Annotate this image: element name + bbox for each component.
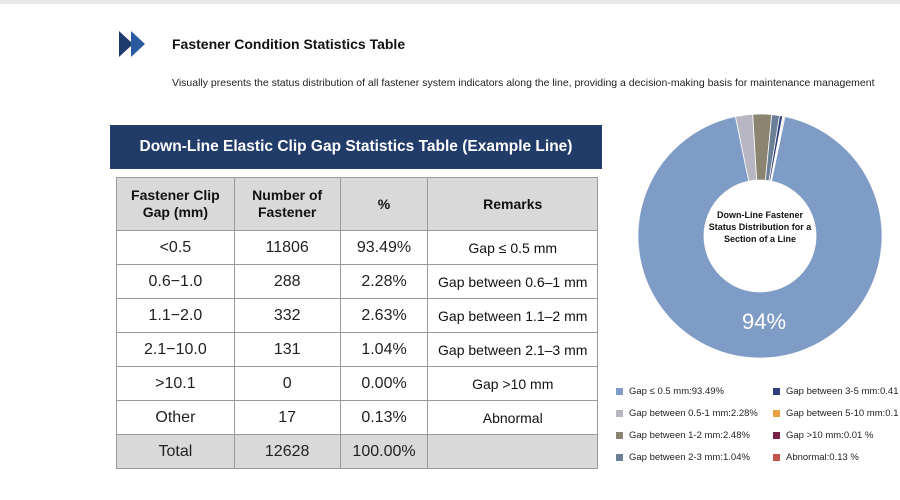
legend-item (616, 452, 750, 463)
double-chevron-right-icon (117, 29, 151, 59)
legend-swatch (616, 388, 623, 395)
page-title: Fastener Condition Statistics Table (172, 36, 406, 52)
table-row (117, 299, 598, 333)
count-cell: 332 (234, 299, 340, 333)
percent-cell: 0.00% (340, 367, 428, 401)
table-total-row (117, 435, 598, 469)
header-count: Number of Fastener (234, 178, 340, 231)
percent-cell: 93.49% (340, 231, 428, 265)
page-subtitle: Visually presents the status distribution of all fastener system indicators along the line, providing a decision-making basis for maintenance management (172, 77, 875, 89)
legend-item (773, 430, 873, 441)
table-banner: Down-Line Elastic Clip Gap Statistics Table (Example Line) (110, 125, 602, 169)
legend-label: Gap ≤ 0.5 mm:93.49% (629, 386, 724, 397)
header-percent: % (340, 178, 428, 231)
remark-cell: Gap >10 mm (428, 367, 598, 401)
remark-cell: Gap between 1.1–2 mm (428, 299, 598, 333)
table-row (117, 333, 598, 367)
count-cell: 11806 (234, 231, 340, 265)
total-count-cell: 12628 (234, 435, 340, 469)
gap-cell: >10.1 (117, 367, 235, 401)
count-cell: 17 (234, 401, 340, 435)
legend-item (773, 452, 859, 463)
remark-cell: Gap ≤ 0.5 mm (428, 231, 598, 265)
legend-label: Gap between 1-2 mm:2.48% (629, 430, 750, 441)
legend-label: Gap between 0.5-1 mm:2.28% (629, 408, 758, 419)
legend-item (616, 386, 724, 397)
count-cell: 288 (234, 265, 340, 299)
table-row (117, 265, 598, 299)
header-remarks: Remarks (428, 178, 598, 231)
legend-item (616, 408, 758, 419)
legend-item (773, 408, 898, 419)
total-remark-cell (428, 435, 598, 469)
donut-main-percent: 94% (741, 309, 787, 334)
legend-swatch (773, 454, 780, 461)
percent-cell: 0.13% (340, 401, 428, 435)
header-gap: Fastener Clip Gap (mm) (117, 178, 235, 231)
legend-swatch (773, 410, 780, 417)
table-row (117, 401, 598, 435)
legend-item (616, 430, 750, 441)
remark-cell: Gap between 0.6–1 mm (428, 265, 598, 299)
gap-cell: 1.1−2.0 (117, 299, 235, 333)
legend-label: Gap >10 mm:0.01 % (786, 430, 874, 441)
donut-center-label: Down-Line Fastener Status Distribution for a Section of a Line (708, 210, 812, 244)
remark-cell: Gap between 2.1–3 mm (428, 333, 598, 367)
legend-swatch (616, 454, 623, 461)
remark-cell: Abnormal (428, 401, 598, 435)
legend-label: Gap between 2-3 mm:1.04% (629, 452, 750, 463)
legend-label: Abnormal:0.13 % (786, 452, 859, 463)
total-percent-cell: 100.00% (340, 435, 428, 469)
percent-cell: 2.28% (340, 265, 428, 299)
statistics-table-card (110, 125, 602, 469)
legend-swatch (616, 432, 623, 439)
legend-label: Gap between 3-5 mm:0.41 (786, 386, 899, 397)
legend-item (773, 386, 898, 397)
legend-swatch (773, 388, 780, 395)
gap-cell: <0.5 (117, 231, 235, 265)
legend-swatch (616, 410, 623, 417)
total-label-cell: Total (117, 435, 235, 469)
count-cell: 0 (234, 367, 340, 401)
count-cell: 131 (234, 333, 340, 367)
legend-swatch (773, 432, 780, 439)
table-row (117, 367, 598, 401)
gap-cell: 0.6−1.0 (117, 265, 235, 299)
gap-cell: Other (117, 401, 235, 435)
top-divider (0, 0, 900, 4)
percent-cell: 2.63% (340, 299, 428, 333)
gap-cell: 2.1−10.0 (117, 333, 235, 367)
statistics-table (116, 177, 598, 469)
legend-label: Gap between 5-10 mm:0.1 (786, 408, 899, 419)
table-header-row (117, 178, 598, 231)
table-row (117, 231, 598, 265)
percent-cell: 1.04% (340, 333, 428, 367)
